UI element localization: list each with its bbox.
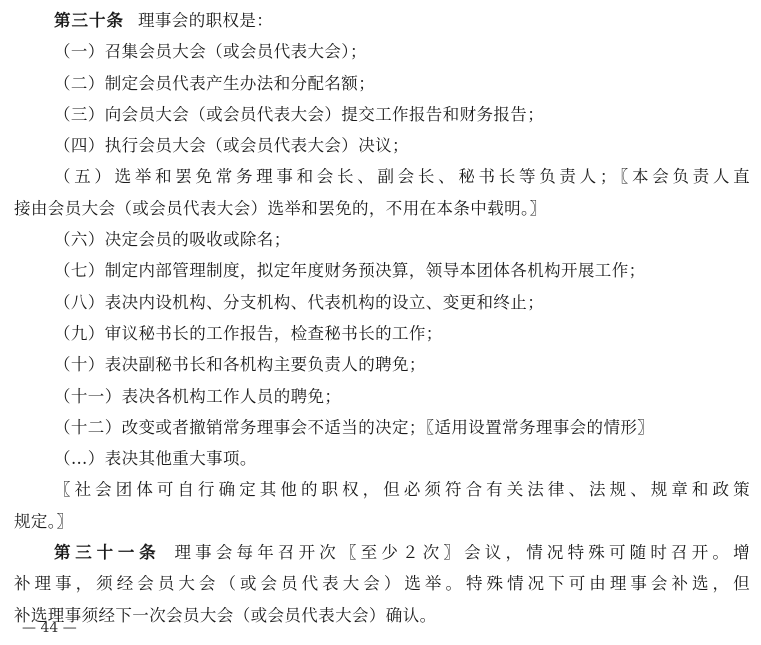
- document-body: [14, 5, 750, 631]
- article-31-heading-line: [14, 537, 750, 568]
- list-item: （十二）改变或者撤销常务理事会不适当的决定；〖适用设置常务理事会的情形〗: [54, 417, 655, 437]
- list-item: （四）执行会员大会（或会员代表大会）决议；: [54, 136, 409, 156]
- note-line: 〖社会团体可自行确定其他的职权，但必须符合有关法律、法规、规章和政策: [54, 480, 750, 500]
- list-item: （三）向会员大会（或会员代表大会）提交工作报告和财务报告；: [54, 104, 545, 124]
- article-30-heading-line: [14, 5, 750, 36]
- list-item: （六）决定会员的吸收或除名；: [54, 230, 291, 250]
- article-31-text: 理事会每年召开次〖至少２次〗会议，情况特殊可随时召开。增: [174, 543, 750, 563]
- note-line-continuation: 规定。〗: [14, 511, 74, 531]
- list-item: （八）表决内设机构、分支机构、代表机构的设立、变更和终止；: [54, 292, 545, 312]
- article-30-intro: 理事会的职权是：: [138, 11, 274, 30]
- list-item: （五）选举和罢免常务理事和会长、副会长、秘书长等负责人；〖本会负责人直: [54, 167, 750, 187]
- list-item: （七）制定内部管理制度，拟定年度财务预决算，领导本团体各机构开展工作；: [54, 261, 646, 281]
- list-item-continuation: 接由会员大会（或会员代表大会）选举和罢免的，不用在本条中载明。〗: [14, 198, 547, 218]
- list-item: （一）召集会员大会（或会员代表大会）；: [54, 42, 367, 62]
- list-item: （…）表决其他重大事项。: [54, 449, 257, 469]
- article-31-title: 第三十一条: [54, 543, 161, 563]
- list-item: （二）制定会员代表产生办法和分配名额；: [54, 73, 376, 93]
- list-item: （十一）表决各机构工作人员的聘免；: [54, 386, 342, 406]
- article-31-line: 补理事，须经会员大会（或会员代表大会）选举。特殊情况下可由理事会补选，但: [14, 574, 750, 594]
- list-item: （十）表决副秘书长和各机构主要负责人的聘免；: [54, 355, 426, 375]
- page-number: — 44 —: [22, 620, 77, 636]
- list-item: （九）审议秘书长的工作报告，检查秘书长的工作；: [54, 323, 443, 343]
- article-30-title: 第三十条: [54, 11, 124, 30]
- article-31-line: 补选理事须经下一次会员大会（或会员代表大会）确认。: [14, 605, 437, 625]
